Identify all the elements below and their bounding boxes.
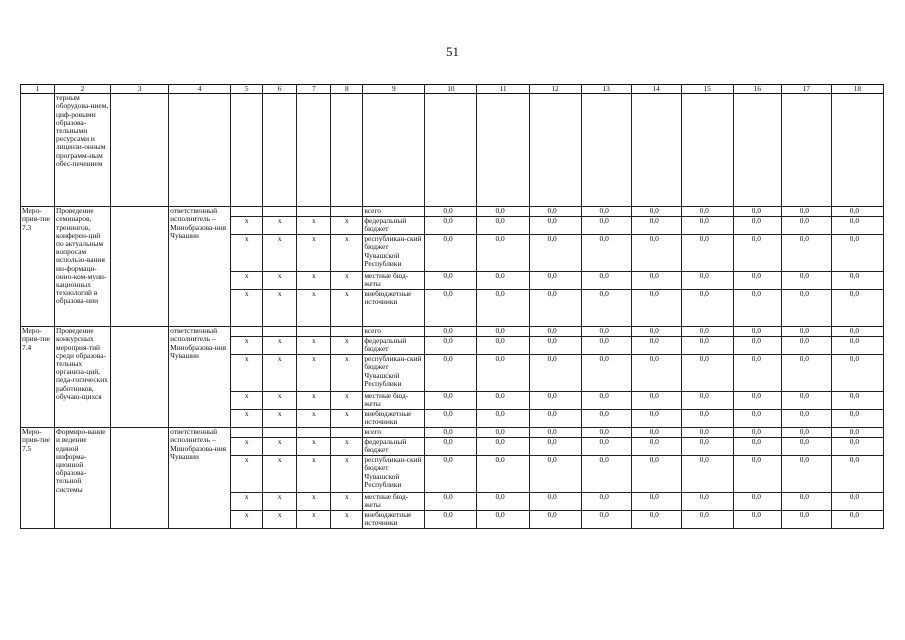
funding-source: всего [363,327,425,337]
measure-name: Проведение семинаров, тренингов, конферен-ций по актуальным вопросам использо-вания ин-формаци-онно-ком-муни-кационных технологий в образова-нии [55,207,111,327]
value-cell: 0,0 [477,272,529,290]
funding-source: всего [363,207,425,217]
value-cell: 0,0 [631,493,681,511]
value-cell: 0,0 [733,456,781,493]
mark-cell: x [297,272,331,290]
empty-cell [681,94,733,207]
funding-source: всего [363,428,425,438]
funding-source: федеральный бюджет [363,337,425,355]
value-cell: 0,0 [425,428,477,438]
empty-cell [733,94,781,207]
empty-cell [111,428,169,529]
column-header: 6 [263,85,297,94]
value-cell: 0,0 [631,327,681,337]
empty-cell [477,94,529,207]
value-cell: 0,0 [781,428,831,438]
empty-cell [363,94,425,207]
mark-cell: x [263,511,297,529]
column-header: 16 [733,85,781,94]
value-cell: 0,0 [831,456,883,493]
mark-cell: x [263,337,297,355]
value-cell: 0,0 [781,392,831,410]
empty-cell [111,207,169,327]
mark-cell: x [331,272,363,290]
value-cell: 0,0 [631,290,681,327]
mark-cell: x [297,337,331,355]
empty-cell [111,94,169,207]
value-cell: 0,0 [781,235,831,272]
column-header: 2 [55,85,111,94]
mark-cell [331,327,363,337]
mark-cell: x [263,392,297,410]
value-cell: 0,0 [425,355,477,392]
value-cell: 0,0 [529,355,581,392]
column-header: 18 [831,85,883,94]
empty-cell [331,94,363,207]
value-cell: 0,0 [631,355,681,392]
value-cell: 0,0 [529,456,581,493]
value-cell: 0,0 [681,207,733,217]
value-cell: 0,0 [831,235,883,272]
value-cell: 0,0 [681,337,733,355]
value-cell: 0,0 [831,493,883,511]
value-cell: 0,0 [477,337,529,355]
value-cell: 0,0 [781,207,831,217]
value-cell: 0,0 [581,337,631,355]
value-cell: 0,0 [733,511,781,529]
value-cell: 0,0 [681,327,733,337]
value-cell: 0,0 [425,207,477,217]
column-header: 4 [169,85,231,94]
mark-cell: x [331,493,363,511]
value-cell: 0,0 [529,410,581,428]
value-cell: 0,0 [831,410,883,428]
column-header: 11 [477,85,529,94]
empty-cell [581,94,631,207]
value-cell: 0,0 [733,410,781,428]
value-cell: 0,0 [529,290,581,327]
column-header: 8 [331,85,363,94]
value-cell: 0,0 [477,327,529,337]
column-header: 5 [231,85,263,94]
value-cell: 0,0 [529,428,581,438]
column-header: 15 [681,85,733,94]
mark-cell: x [331,217,363,235]
value-cell: 0,0 [581,456,631,493]
continuation-row [21,94,884,207]
mark-cell: x [263,438,297,456]
value-cell: 0,0 [425,438,477,456]
value-cell: 0,0 [477,456,529,493]
mark-cell [297,207,331,217]
mark-cell [263,327,297,337]
mark-cell: x [263,456,297,493]
value-cell: 0,0 [781,355,831,392]
value-cell: 0,0 [681,438,733,456]
mark-cell: x [231,511,263,529]
value-cell: 0,0 [529,511,581,529]
value-cell: 0,0 [831,428,883,438]
value-cell: 0,0 [681,392,733,410]
value-cell: 0,0 [477,438,529,456]
value-cell: 0,0 [781,327,831,337]
value-cell: 0,0 [529,235,581,272]
value-cell: 0,0 [425,327,477,337]
value-cell: 0,0 [529,272,581,290]
mark-cell [231,327,263,337]
table-row [21,207,884,217]
value-cell: 0,0 [425,493,477,511]
value-cell: 0,0 [425,410,477,428]
value-cell: 0,0 [681,511,733,529]
value-cell: 0,0 [425,511,477,529]
value-cell: 0,0 [781,272,831,290]
mark-cell: x [297,392,331,410]
mark-cell: x [231,355,263,392]
value-cell: 0,0 [581,217,631,235]
value-cell: 0,0 [581,327,631,337]
value-cell: 0,0 [581,235,631,272]
mark-cell: x [231,392,263,410]
budget-table [20,84,884,529]
mark-cell: x [331,290,363,327]
value-cell: 0,0 [529,438,581,456]
value-cell: 0,0 [681,217,733,235]
mark-cell: x [263,272,297,290]
mark-cell: x [297,456,331,493]
column-header: 12 [529,85,581,94]
mark-cell: x [231,217,263,235]
empty-cell [231,94,263,207]
funding-source: федеральный бюджет [363,217,425,235]
value-cell: 0,0 [631,235,681,272]
value-cell: 0,0 [781,511,831,529]
value-cell: 0,0 [733,207,781,217]
value-cell: 0,0 [781,217,831,235]
value-cell: 0,0 [425,290,477,327]
value-cell: 0,0 [581,410,631,428]
mark-cell: x [331,235,363,272]
mark-cell [331,428,363,438]
value-cell: 0,0 [631,207,681,217]
value-cell: 0,0 [831,355,883,392]
mark-cell: x [297,290,331,327]
value-cell: 0,0 [631,337,681,355]
empty-cell [631,94,681,207]
mark-cell: x [263,410,297,428]
value-cell: 0,0 [831,207,883,217]
value-cell: 0,0 [733,272,781,290]
value-cell: 0,0 [425,456,477,493]
value-cell: 0,0 [831,392,883,410]
funding-source: местные бюд-жеты [363,392,425,410]
value-cell: 0,0 [733,327,781,337]
mark-cell [263,428,297,438]
mark-cell: x [231,235,263,272]
value-cell: 0,0 [425,337,477,355]
measure-code: Меро-прия-тие 7.4 [21,327,55,428]
table-row [21,327,884,337]
value-cell: 0,0 [733,438,781,456]
mark-cell: x [331,456,363,493]
empty-cell [169,94,231,207]
value-cell: 0,0 [733,235,781,272]
value-cell: 0,0 [781,337,831,355]
header-row [21,85,884,94]
mark-cell: x [263,355,297,392]
value-cell: 0,0 [781,438,831,456]
value-cell: 0,0 [681,493,733,511]
executor: ответственный исполнитель – Минобразова-ния Чувашии [169,327,231,428]
empty-cell [781,94,831,207]
mark-cell: x [263,217,297,235]
value-cell: 0,0 [477,355,529,392]
value-cell: 0,0 [733,217,781,235]
value-cell: 0,0 [581,511,631,529]
value-cell: 0,0 [831,438,883,456]
funding-source: республикан-ский бюджет Чувашской Республики [363,456,425,493]
mark-cell: x [331,438,363,456]
executor: ответственный исполнитель – Минобразова-ния Чувашии [169,428,231,529]
value-cell: 0,0 [631,217,681,235]
empty-cell [425,94,477,207]
value-cell: 0,0 [681,272,733,290]
value-cell: 0,0 [425,392,477,410]
mark-cell [263,207,297,217]
value-cell: 0,0 [581,493,631,511]
value-cell: 0,0 [831,511,883,529]
funding-source: внебюджетные источники [363,290,425,327]
mark-cell: x [297,217,331,235]
value-cell: 0,0 [477,511,529,529]
empty-cell [21,94,55,207]
mark-cell: x [297,493,331,511]
value-cell: 0,0 [631,438,681,456]
mark-cell: x [331,392,363,410]
mark-cell: x [231,337,263,355]
measure-name: Проведение конкурсных мероприя-тий среди образова-тельных организа-ций, педа-гогических работников, обучаю-щихся [55,327,111,428]
value-cell: 0,0 [631,392,681,410]
column-header: 17 [781,85,831,94]
empty-cell [831,94,883,207]
value-cell: 0,0 [781,410,831,428]
value-cell: 0,0 [477,235,529,272]
value-cell: 0,0 [477,410,529,428]
value-cell: 0,0 [529,493,581,511]
value-cell: 0,0 [529,392,581,410]
value-cell: 0,0 [631,272,681,290]
empty-cell [297,94,331,207]
value-cell: 0,0 [733,428,781,438]
mark-cell: x [231,493,263,511]
mark-cell: x [297,410,331,428]
mark-cell [297,428,331,438]
funding-source: республикан-ский бюджет Чувашской Республики [363,235,425,272]
mark-cell: x [231,410,263,428]
value-cell: 0,0 [631,428,681,438]
funding-source: местные бюд-жеты [363,493,425,511]
funding-source: внебюджетные источники [363,410,425,428]
column-header: 14 [631,85,681,94]
mark-cell: x [263,493,297,511]
value-cell: 0,0 [781,493,831,511]
mark-cell: x [331,410,363,428]
value-cell: 0,0 [831,290,883,327]
value-cell: 0,0 [477,207,529,217]
value-cell: 0,0 [425,235,477,272]
value-cell: 0,0 [581,428,631,438]
funding-source: республикан-ский бюджет Чувашской Республики [363,355,425,392]
empty-cell [263,94,297,207]
mark-cell [297,327,331,337]
value-cell: 0,0 [733,337,781,355]
mark-cell: x [331,337,363,355]
value-cell: 0,0 [477,493,529,511]
value-cell: 0,0 [681,290,733,327]
mark-cell: x [231,272,263,290]
value-cell: 0,0 [733,290,781,327]
mark-cell: x [331,511,363,529]
column-header: 3 [111,85,169,94]
mark-cell: x [263,290,297,327]
value-cell: 0,0 [681,355,733,392]
value-cell: 0,0 [831,272,883,290]
value-cell: 0,0 [581,355,631,392]
column-header: 1 [21,85,55,94]
value-cell: 0,0 [581,392,631,410]
mark-cell: x [231,456,263,493]
value-cell: 0,0 [831,327,883,337]
mark-cell: x [297,235,331,272]
column-header: 9 [363,85,425,94]
value-cell: 0,0 [581,290,631,327]
measure-name: Формиро-вание и ведение единой информа-ционной образова-тельной системы [55,428,111,529]
mark-cell: x [231,290,263,327]
mark-cell: x [263,235,297,272]
mark-cell [231,207,263,217]
value-cell: 0,0 [581,207,631,217]
value-cell: 0,0 [681,235,733,272]
page-number: 51 [446,44,459,59]
table-row [21,428,884,438]
value-cell: 0,0 [425,272,477,290]
column-header: 10 [425,85,477,94]
funding-source: федеральный бюджет [363,438,425,456]
value-cell: 0,0 [425,217,477,235]
value-cell: 0,0 [529,337,581,355]
value-cell: 0,0 [631,410,681,428]
value-cell: 0,0 [477,428,529,438]
value-cell: 0,0 [733,493,781,511]
value-cell: 0,0 [581,272,631,290]
mark-cell: x [297,355,331,392]
value-cell: 0,0 [631,456,681,493]
value-cell: 0,0 [781,456,831,493]
empty-cell [529,94,581,207]
value-cell: 0,0 [733,355,781,392]
funding-source: местные бюд-жеты [363,272,425,290]
mark-cell [331,207,363,217]
mark-cell: x [331,355,363,392]
value-cell: 0,0 [477,392,529,410]
funding-source: внебюджетные источники [363,511,425,529]
value-cell: 0,0 [631,511,681,529]
value-cell: 0,0 [831,337,883,355]
value-cell: 0,0 [529,217,581,235]
mark-cell: x [297,438,331,456]
value-cell: 0,0 [529,207,581,217]
value-cell: 0,0 [831,217,883,235]
value-cell: 0,0 [477,217,529,235]
value-cell: 0,0 [681,456,733,493]
executor: ответственный исполнитель – Минобразова-ния Чувашии [169,207,231,327]
continuation-text: терным оборудова-нием, циф-ровыми образова-тельными ресурсами и лицензи-онным программ-ным обес-печением [55,94,111,207]
column-header: 13 [581,85,631,94]
value-cell: 0,0 [681,428,733,438]
mark-cell: x [231,438,263,456]
mark-cell: x [297,511,331,529]
measure-code: Меро-прия-тие 7.3 [21,207,55,327]
mark-cell [231,428,263,438]
value-cell: 0,0 [681,410,733,428]
measure-code: Меро-прия-тие 7.5 [21,428,55,529]
value-cell: 0,0 [477,290,529,327]
value-cell: 0,0 [733,392,781,410]
value-cell: 0,0 [581,438,631,456]
empty-cell [111,327,169,428]
column-header: 7 [297,85,331,94]
value-cell: 0,0 [781,290,831,327]
value-cell: 0,0 [529,327,581,337]
